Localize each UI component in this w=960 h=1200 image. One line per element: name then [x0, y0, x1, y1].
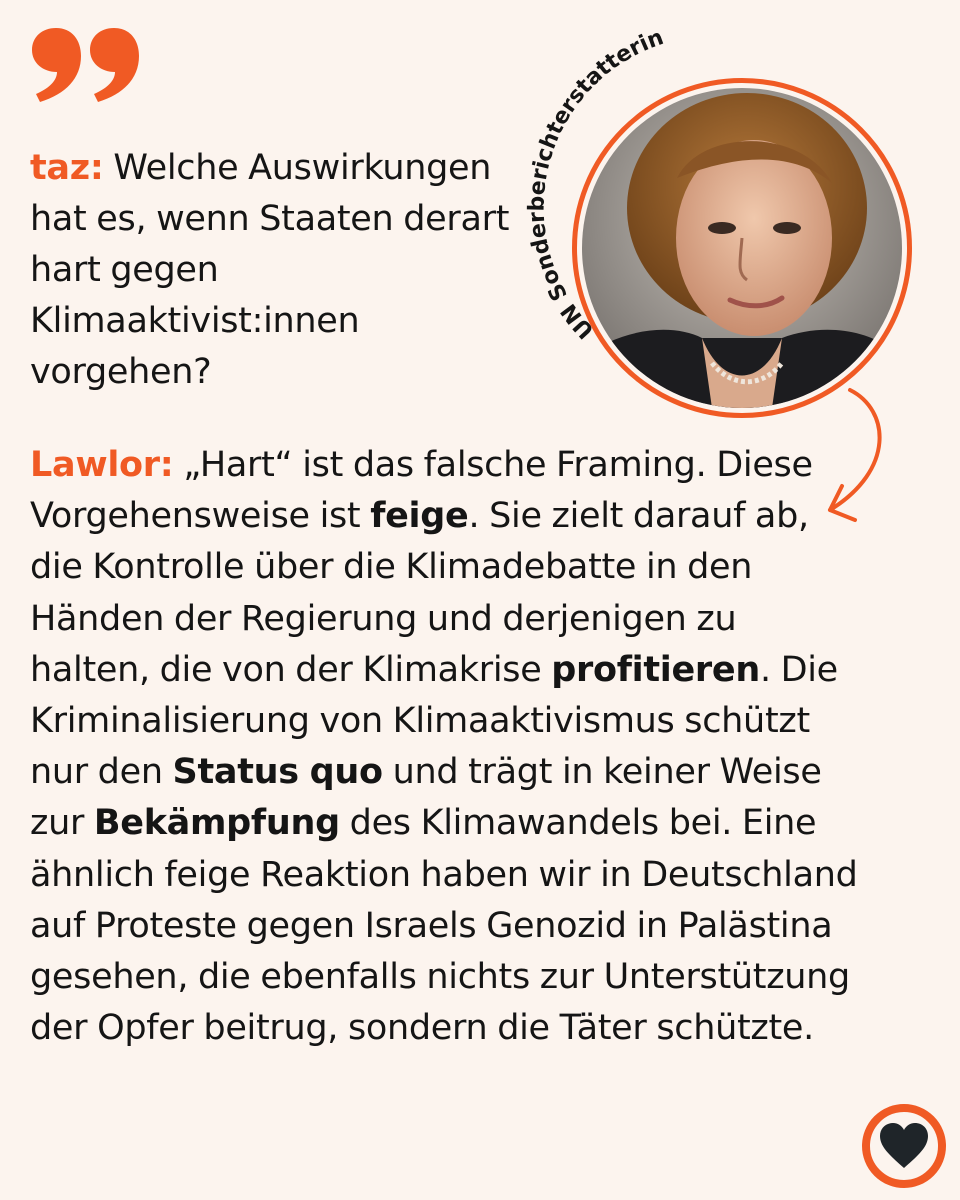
answer-text-2: . Sie zielt darauf ab, die Kontrolle über die Klimadebatte in den Händen der Regierung und derjenigen zu halten, die von der Klimakrise	[30, 496, 809, 690]
answer-speaker: Lawlor:	[30, 445, 174, 485]
question-text: Welche Auswirkungen hat es, wenn Staaten derart hart gegen Klimaaktivist:innen vorgehen?	[30, 148, 510, 392]
question-speaker: taz:	[30, 148, 104, 188]
answer-emphasis-3: Status quo	[172, 752, 383, 793]
answer-emphasis-2: profitieren	[551, 649, 760, 690]
answer-text-5: des Klimawandels bei. Eine ähnlich feige Reaktion haben wir in Deutschland auf Proteste gegen Israels Genozid in Palästina gesehen, die ebenfalls nichts zur Unterstützung der Opfer beitrug, sondern die Täter schützte.	[30, 803, 858, 1049]
svg-text:UN Sonderberichterstatterin	[525, 25, 667, 343]
portrait-label	[500, 0, 800, 360]
heart-icon	[860, 1102, 948, 1190]
interview-answer	[30, 440, 860, 1054]
answer-emphasis-4: Bekämpfung	[93, 803, 340, 844]
portrait-label-text: UN Sonderberichterstatterin	[524, 25, 667, 344]
answer-text-3: . Die Kriminalisierung von Klimaaktivismus schützt nur den	[30, 649, 838, 793]
quotation-mark-icon	[26, 22, 141, 108]
answer-emphasis-1: feige	[370, 496, 469, 537]
answer-text-4: und trägt in keiner Weise zur	[30, 752, 822, 844]
answer-text-1: „Hart“ ist das falsche Framing. Diese Vorgehensweise ist	[30, 445, 813, 537]
interview-question	[30, 143, 540, 398]
